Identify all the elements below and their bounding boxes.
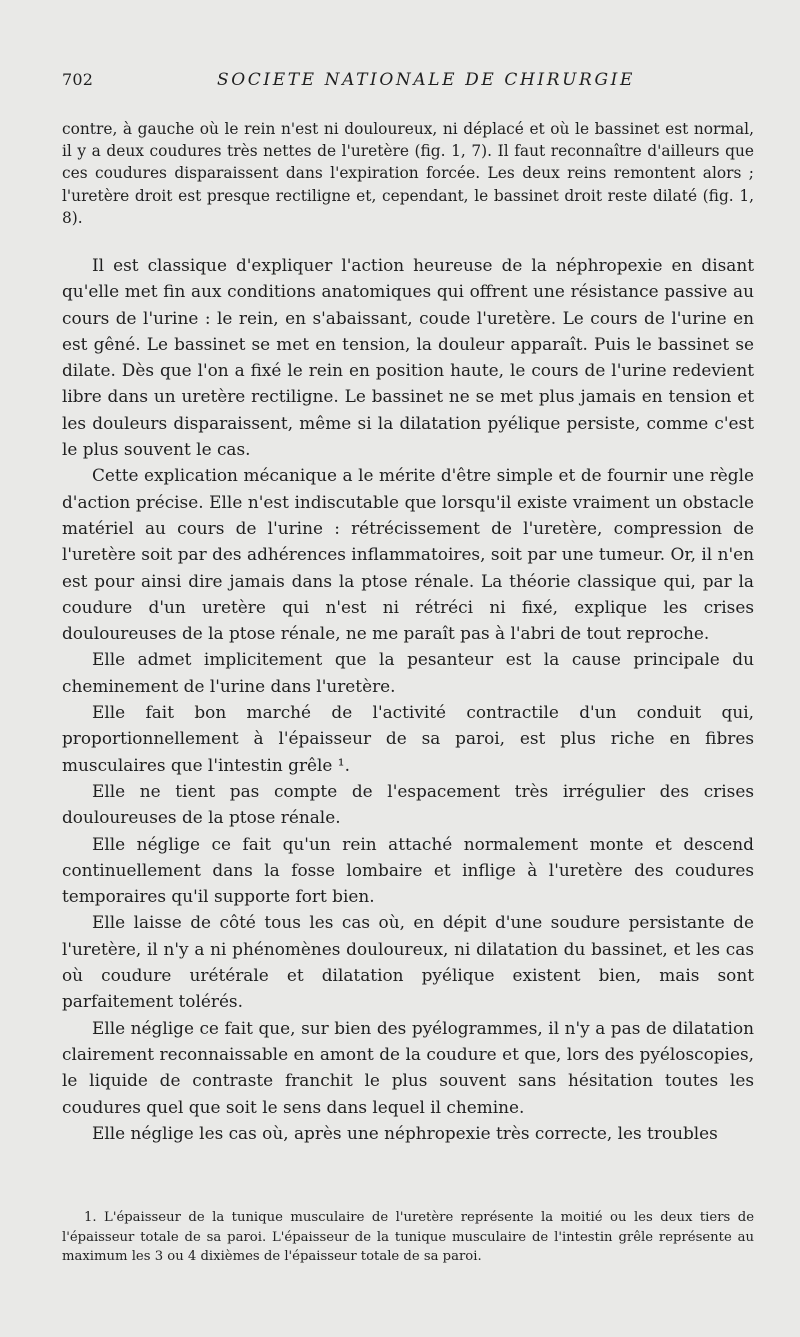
page-header <box>62 70 754 94</box>
paragraph: Elle admet implicitement que la pesanteur est la cause principale du cheminement de l'urine dans l'uretère. <box>62 649 754 696</box>
paragraph: Elle néglige ce fait que, sur bien des pyélogrammes, il n'y a pas de dilatation clairement reconnaissable en amont de la coudure et que, lors des pyéloscopies, le liquide de contraste franchit le plus souvent sans hésitation toutes les coudures quel que soit le sens dans lequel il chemine. <box>62 1017 754 1117</box>
paragraph: Elle néglige ce fait qu'un rein attaché normalement monte et descend continuellement dans la fosse lombaire et inflige à l'uretère des coudures temporaires qu'il supporte fort bien. <box>62 833 754 907</box>
paragraph: Elle ne tient pas compte de l'espacement très irrégulier des crises douloureuses de la ptose rénale. <box>62 780 754 828</box>
page-number: 702 <box>62 70 94 89</box>
running-title: SOCIETE NATIONALE DE CHIRURGIE <box>217 70 635 90</box>
paragraph: Cette explication mécanique a le mérite d'être simple et de fournir une règle d'action précise. Elle n'est indiscutable que lorsqu'il existe vraiment un obstacle matériel au cours de l'urine : rétrécissement de l'uretère, compression de l'uretère soit par des adhérences inflammatoires, soit par une tumeur. Or, il n'en est pour ainsi dire jamais dans la ptose rénale. La théorie classique qui, par la coudure d'un uretère qui n'est ni rétréci ni fixé, explique les crises douloureuses de la ptose rénale, ne me paraît pas à l'abri de tout reproche. <box>62 465 754 644</box>
paragraph: Elle fait bon marché de l'activité contractile d'un conduit qui, proportionnellement à l'épaisseur de sa paroi, est plus riche en fibres musculaires que l'intestin grêle ¹. <box>62 702 754 775</box>
main-text <box>62 252 754 1146</box>
intro-paragraph: contre, à gauche où le rein n'est ni douloureux, ni déplacé et où le bassinet est normal, il y a deux coudures très nettes de l'uretère (fig. 1, 7). Il faut reconnaître d'ailleurs que ces coudures disparaissent dans l'expiration forcée. Les deux reins remontent alors ; l'uretère droit est presque rectiligne et, cependant, le bassinet droit reste dilaté (fig. 1, 8). <box>62 120 754 227</box>
paragraph: Il est classique d'expliquer l'action heureuse de la néphropexie en disant qu'elle met fin aux conditions anatomiques qui offrent une résistance passive au cours de l'urine : le rein, en s'abaissant, coude l'uretère. Le cours de l'urine en est gêné. Le bassinet se met en tension, la douleur apparaît. Puis le bassinet se dilate. Dès que l'on a fixé le rein en position haute, le cours de l'urine redevient libre dans un uretère rectiligne. Le bassinet ne se met plus jamais en tension et les douleurs disparaissent, même si la dilatation pyélique persiste, comme c'est le plus souvent le cas. <box>62 255 754 460</box>
paragraph: Elle laisse de côté tous les cas où, en dépit d'une soudure persistante de l'uretère, il n'y a ni phénomènes douloureux, ni dilatation du bassinet, et les cas où coudure urétérale et dilatation pyélique existent bien, mais sont parfaitement tolérés. <box>62 912 754 1012</box>
footnote: 1. L'épaisseur de la tunique musculaire de l'uretère représente la moitié ou les deux tiers de l'épaisseur totale de sa paroi. L'épaisseur de la tunique musculaire de l'intestin grêle représente au maximum les 3 ou 4 dixièmes de l'épaisseur totale de sa paroi. <box>62 1210 754 1264</box>
paragraph: Elle néglige les cas où, après une néphropexie très correcte, les troubles <box>92 1122 718 1143</box>
